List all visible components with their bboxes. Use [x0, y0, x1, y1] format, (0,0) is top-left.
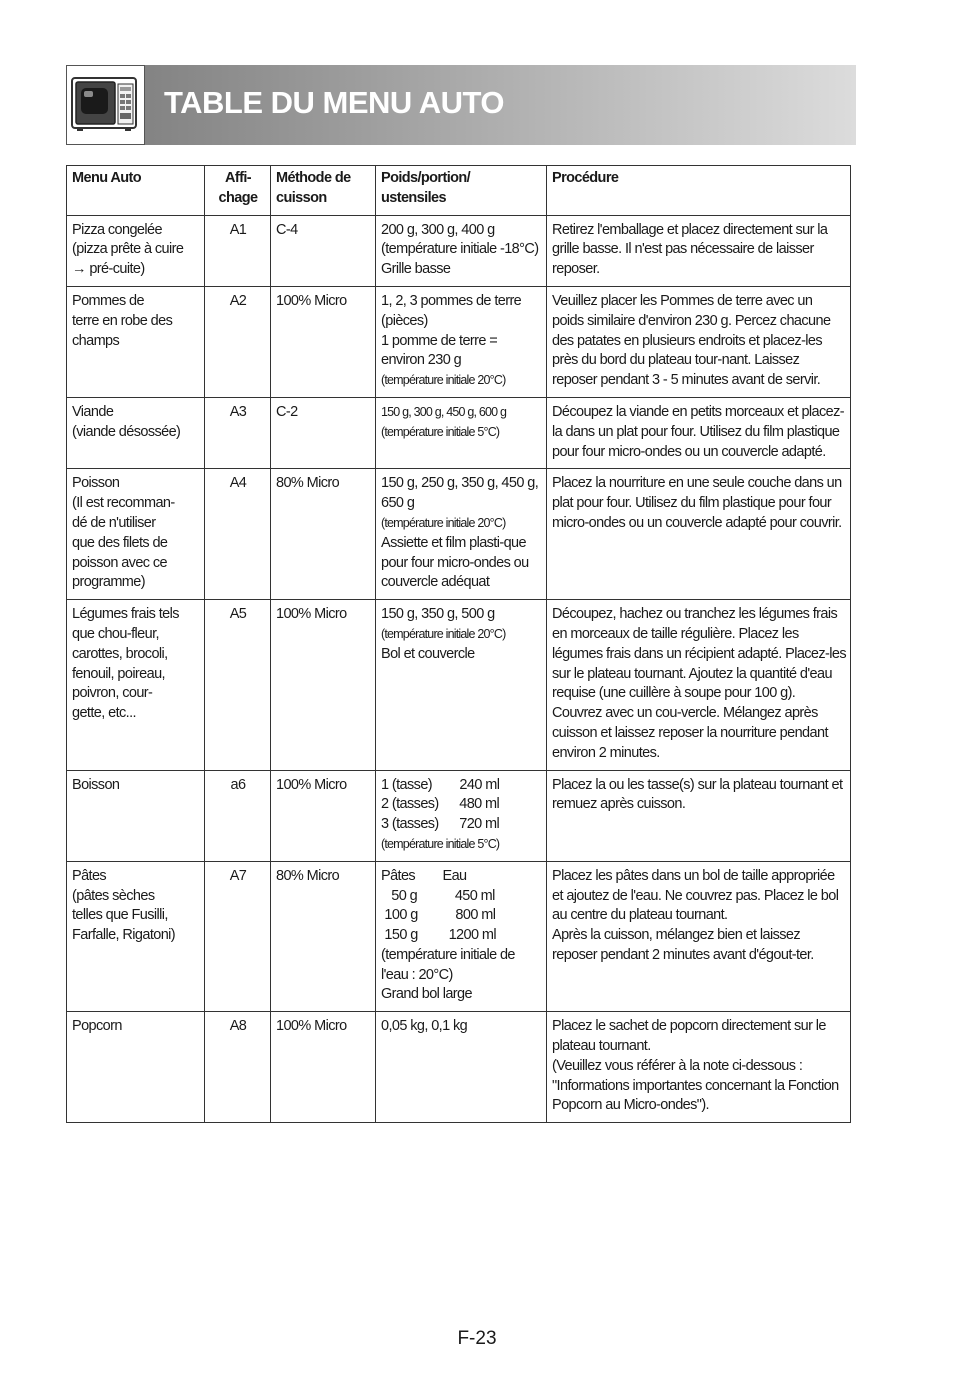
weight-line: 1 pomme de terre = environ 230 g: [381, 332, 498, 369]
table-row: [67, 286, 851, 397]
weight-line: Grille basse: [381, 261, 451, 278]
weight-line: (température initiale 5°C): [381, 424, 500, 439]
weight-line: (température initiale 20°C): [381, 373, 506, 388]
cell-menu-name: Viande (viande désossée): [67, 397, 205, 468]
table-row: [67, 770, 851, 861]
weight-line: Bol et couvercle: [381, 645, 475, 662]
cell-display-code: A3: [205, 397, 271, 468]
column-header-menu: Menu Auto: [67, 166, 205, 216]
weight-line: 150 g, 250 g, 350 g, 450 g, 650 g: [381, 475, 539, 512]
cell-procedure: Veuillez placer les Pommes de terre avec un poids similaire d'environ 230 g. Percez chacune des patates en plusieurs endroits et placez-les près du bord du plateau tour-nant. Laissez reposer pendant 3 - 5 minutes avant de servir.: [547, 286, 851, 397]
cell-weight-utensils: [376, 1012, 547, 1123]
cell-procedure: Découpez, hachez ou tranchez les légumes frais en morceaux de taille régulière. Placez les légumes frais dans un récipient adapté. Placez-les sur le plateau tournant. Ajoutez la quantité d'eau requise (une cuillère à soupe pour 100 g). Couvrez avec un cou-vercle. Mélangez après cuisson et laissez reposer la nourriture pendant environ 2 minutes.: [547, 600, 851, 770]
column-header-procedure: Procédure: [547, 166, 851, 216]
table-row: [67, 397, 851, 468]
weight-line: Pâtes Eau: [381, 867, 467, 884]
cell-cooking-method: 100% Micro: [271, 1012, 376, 1123]
cell-menu-name: Popcorn: [67, 1012, 205, 1123]
cell-cooking-method: C-2: [271, 397, 376, 468]
cell-display-code: A4: [205, 469, 271, 600]
weight-line: 150 g 1200 ml: [381, 927, 496, 944]
table-row: [67, 600, 851, 770]
table-row: [67, 1012, 851, 1123]
weight-line: 150 g, 350 g, 500 g: [381, 606, 495, 623]
cell-display-code: A1: [205, 215, 271, 286]
page-title: TABLE DU MENU AUTO: [164, 85, 505, 120]
weight-line: 50 g 450 ml: [381, 887, 495, 904]
cell-weight-utensils: [376, 397, 547, 468]
weight-line: 100 g 800 ml: [381, 907, 496, 924]
cell-cooking-method: 100% Micro: [271, 286, 376, 397]
weight-line: Assiette et film plasti-que pour four micro-ondes ou couvercle adéquat: [381, 534, 529, 591]
cell-cooking-method: 80% Micro: [271, 469, 376, 600]
weight-line: (température initiale 5°C): [381, 836, 500, 851]
cell-menu-name: Poisson (Il est recomman- dé de n'utiliser que des filets de poisson avec ce programme): [67, 469, 205, 600]
cell-weight-utensils: [376, 861, 547, 1012]
cell-menu-name: Pizza congelée (pizza prête à cuire → pré-cuite): [67, 215, 205, 286]
cell-weight-utensils: [376, 770, 547, 861]
page-number: F-23: [457, 1328, 497, 1349]
weight-line: 3 (tasses) 720 ml: [381, 816, 500, 833]
column-header-display: Affi- chage: [205, 166, 271, 216]
weight-line: (température initiale -18°C): [381, 241, 539, 258]
weight-line: 0,05 kg, 0,1 kg: [381, 1018, 468, 1035]
column-header-method: Méthode de cuisson: [271, 166, 376, 216]
auto-menu-table: [66, 165, 851, 1123]
table-row: [67, 469, 851, 600]
weight-line: 2 (tasses) 480 ml: [381, 796, 500, 813]
cell-procedure: Placez la nourriture en une seule couche dans un plat pour four. Utilisez du film plastique pour four micro-ondes ou un couvercle adapté pour couvrir.: [547, 469, 851, 600]
cell-weight-utensils: [376, 469, 547, 600]
cell-display-code: A8: [205, 1012, 271, 1123]
cell-weight-utensils: [376, 215, 547, 286]
cell-menu-name: Pommes de terre en robe des champs: [67, 286, 205, 397]
weight-line: 200 g, 300 g, 400 g: [381, 221, 495, 238]
cell-display-code: A5: [205, 600, 271, 770]
cell-menu-name: Pâtes (pâtes sèches telles que Fusilli, Farfalle, Rigatoni): [67, 861, 205, 1012]
table-row: [67, 861, 851, 1012]
cell-cooking-method: C-4: [271, 215, 376, 286]
cell-procedure: Placez la ou les tasse(s) sur la plateau tournant et remuez après cuisson.: [547, 770, 851, 861]
weight-line: 150 g, 300 g, 450 g, 600 g: [381, 404, 507, 419]
cell-cooking-method: 100% Micro: [271, 600, 376, 770]
cell-procedure: Découpez la viande en petits morceaux et placez-la dans un plat pour four. Utilisez du film plastique pour four micro-ondes ou un couvercle adapté.: [547, 397, 851, 468]
weight-line: 1 (tasse) 240 ml: [381, 776, 500, 793]
cell-weight-utensils: [376, 286, 547, 397]
cell-display-code: A7: [205, 861, 271, 1012]
weight-line: (température initiale de l'eau : 20°C): [381, 946, 515, 983]
table-row: [67, 215, 851, 286]
cell-procedure: Placez les pâtes dans un bol de taille appropriée et ajoutez de l'eau. Ne couvrez pas. Placez le bol au centre du plateau tournant. Après la cuisson, mélangez bien et laissez reposer pendant 2 minutes avant d'égout-ter.: [547, 861, 851, 1012]
cell-display-code: a6: [205, 770, 271, 861]
cell-procedure: Placez le sachet de popcorn directement sur le plateau tournant. (Veuillez vous référer à la note ci-dessous : "Informations importantes concernant la Fonction Popcorn au Micro-ondes").: [547, 1012, 851, 1123]
section-header: [66, 65, 856, 145]
cell-display-code: A2: [205, 286, 271, 397]
weight-line: (température initiale 20°C): [381, 515, 506, 530]
icon-frame: [66, 65, 145, 145]
cell-menu-name: Légumes frais tels que chou-fleur, carottes, brocoli, fenouil, poireau, poivron, cour- gette, etc...: [67, 600, 205, 770]
weight-line: (température initiale 20°C): [381, 626, 506, 641]
weight-line: Grand bol large: [381, 986, 472, 1003]
table-header-row: [67, 166, 851, 216]
cell-weight-utensils: [376, 600, 547, 770]
cell-cooking-method: 100% Micro: [271, 770, 376, 861]
cell-menu-name: Boisson: [67, 770, 205, 861]
cell-cooking-method: 80% Micro: [271, 861, 376, 1012]
weight-line: 1, 2, 3 pommes de terre (pièces): [381, 292, 522, 329]
cell-procedure: Retirez l'emballage et placez directement sur la grille basse. Il n'est pas nécessaire de laisser reposer.: [547, 215, 851, 286]
column-header-weight: Poids/portion/ ustensiles: [376, 166, 547, 216]
